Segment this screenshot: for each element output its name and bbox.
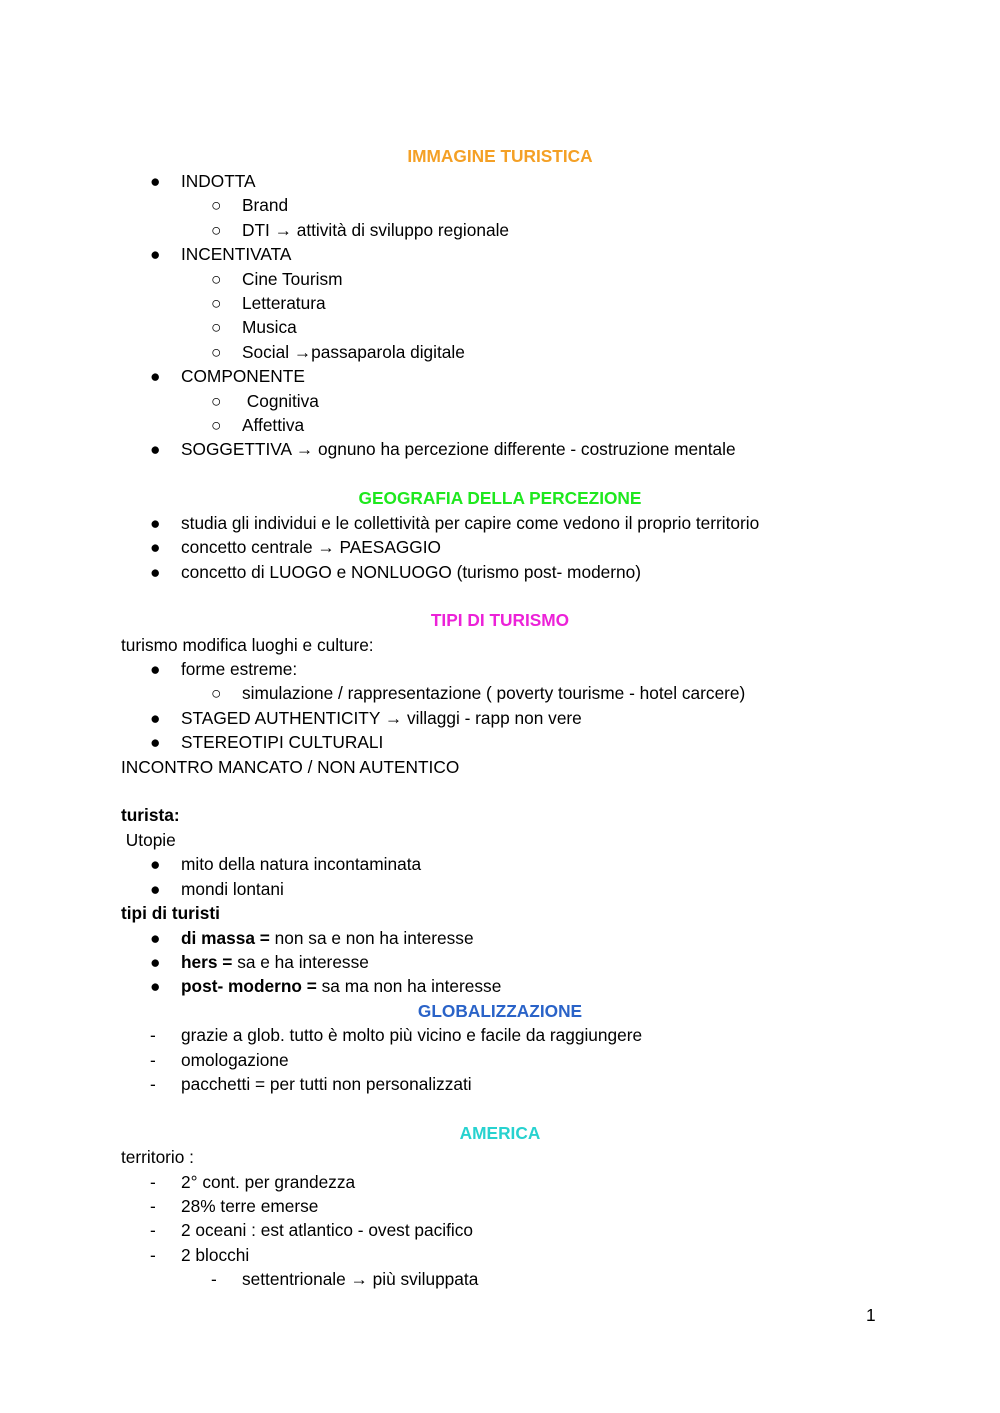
hollow-bullet-icon: ○ [211, 391, 222, 411]
filled-bullet-icon: ● [150, 879, 161, 899]
filled-bullet-icon: ● [150, 928, 161, 948]
hollow-bullet-icon: ○ [211, 293, 222, 313]
list-item: Musica [242, 317, 297, 337]
hollow-bullet-icon: ○ [211, 683, 222, 703]
dash-icon: - [150, 1074, 156, 1094]
list-item: forme estreme: [181, 659, 298, 679]
subheading-tipi-di-turisti: tipi di turisti [121, 903, 220, 923]
hollow-bullet-icon: ○ [211, 415, 222, 435]
heading-tipi-di-turismo: TIPI DI TURISMO [430, 610, 570, 630]
list-item: STAGED AUTHENTICITY → villaggi - rapp non vere [181, 708, 582, 728]
dash-icon: - [150, 1172, 156, 1192]
list-item: concetto di LUOGO e NONLUOGO (turismo post- moderno) [181, 562, 642, 582]
list-item: settentrionale → più sviluppata [242, 1269, 479, 1289]
list-item: Cine Tourism [242, 269, 343, 289]
list-item: omologazione [181, 1050, 289, 1070]
paragraph: Utopie [121, 830, 176, 850]
filled-bullet-icon: ● [150, 976, 161, 996]
filled-bullet-icon: ● [150, 708, 161, 728]
list-item: mito della natura incontaminata [181, 854, 422, 874]
term: di massa = [181, 928, 270, 948]
list-item: DTI → attività di sviluppo regionale [242, 220, 510, 240]
filled-bullet-icon: ● [150, 439, 161, 459]
list-item: concetto centrale → PAESAGGIO [181, 537, 441, 557]
list-item: INCENTIVATA [181, 244, 292, 264]
list-item: Cognitiva [242, 391, 319, 411]
dash-icon: - [150, 1050, 156, 1070]
term: hers = [181, 952, 233, 972]
list-item: simulazione / rappresentazione ( poverty tourisme - hotel carcere) [242, 683, 746, 703]
hollow-bullet-icon: ○ [211, 342, 222, 362]
list-item: STEREOTIPI CULTURALI [181, 732, 384, 752]
list-item: Affettiva [242, 415, 305, 435]
list-item: 2 blocchi [181, 1245, 250, 1265]
list-item: mondi lontani [181, 879, 284, 899]
hollow-bullet-icon: ○ [211, 195, 222, 215]
list-item: INDOTTA [181, 171, 256, 191]
filled-bullet-icon: ● [150, 244, 161, 264]
paragraph: INCONTRO MANCATO / NON AUTENTICO [121, 757, 460, 777]
list-item: grazie a glob. tutto è molto più vicino e facile da raggiungere [181, 1025, 643, 1045]
filled-bullet-icon: ● [150, 659, 161, 679]
list-item: 28% terre emerse [181, 1196, 319, 1216]
term: post- moderno = [181, 976, 317, 996]
list-item: SOGGETTIVA → ognuno ha percezione differente - costruzione mentale [181, 439, 736, 459]
list-item [181, 952, 369, 972]
definition: sa ma non ha interesse [316, 976, 502, 996]
list-item: 2 oceani : est atlantico - ovest pacifico [181, 1220, 474, 1240]
hollow-bullet-icon: ○ [211, 317, 222, 337]
dash-icon: - [150, 1220, 156, 1240]
hollow-bullet-icon: ○ [211, 220, 222, 240]
heading-immagine-turistica: IMMAGINE TURISTICA [407, 146, 593, 166]
list-item: COMPONENTE [181, 366, 305, 386]
filled-bullet-icon: ● [150, 562, 161, 582]
dash-icon: - [211, 1269, 217, 1289]
dash-icon: - [150, 1196, 156, 1216]
list-item: studia gli individui e le collettività per capire come vedono il proprio territorio [181, 513, 760, 533]
paragraph: turismo modifica luoghi e culture: [121, 635, 374, 655]
dash-icon: - [150, 1025, 156, 1045]
filled-bullet-icon: ● [150, 952, 161, 972]
filled-bullet-icon: ● [150, 513, 161, 533]
list-item: 2° cont. per grandezza [181, 1172, 356, 1192]
list-item: Letteratura [242, 293, 326, 313]
definition: non sa e non ha interesse [269, 928, 474, 948]
definition: sa e ha interesse [232, 952, 369, 972]
list-item: Social →passaparola digitale [242, 342, 465, 362]
heading-geografia-percezione: GEOGRAFIA DELLA PERCEZIONE [358, 488, 642, 508]
paragraph: territorio : [121, 1147, 194, 1167]
filled-bullet-icon: ● [150, 171, 161, 191]
filled-bullet-icon: ● [150, 537, 161, 557]
heading-america: AMERICA [459, 1123, 541, 1143]
heading-globalizzazione: GLOBALIZZAZIONE [417, 1001, 583, 1021]
list-item [181, 976, 501, 996]
list-item: Brand [242, 195, 289, 215]
list-item [181, 928, 474, 948]
hollow-bullet-icon: ○ [211, 269, 222, 289]
filled-bullet-icon: ● [150, 854, 161, 874]
filled-bullet-icon: ● [150, 732, 161, 752]
subheading-turista: turista: [121, 805, 180, 825]
filled-bullet-icon: ● [150, 366, 161, 386]
dash-icon: - [150, 1245, 156, 1265]
list-item: pacchetti = per tutti non personalizzati [181, 1074, 472, 1094]
page-number: 1 [866, 1305, 876, 1325]
